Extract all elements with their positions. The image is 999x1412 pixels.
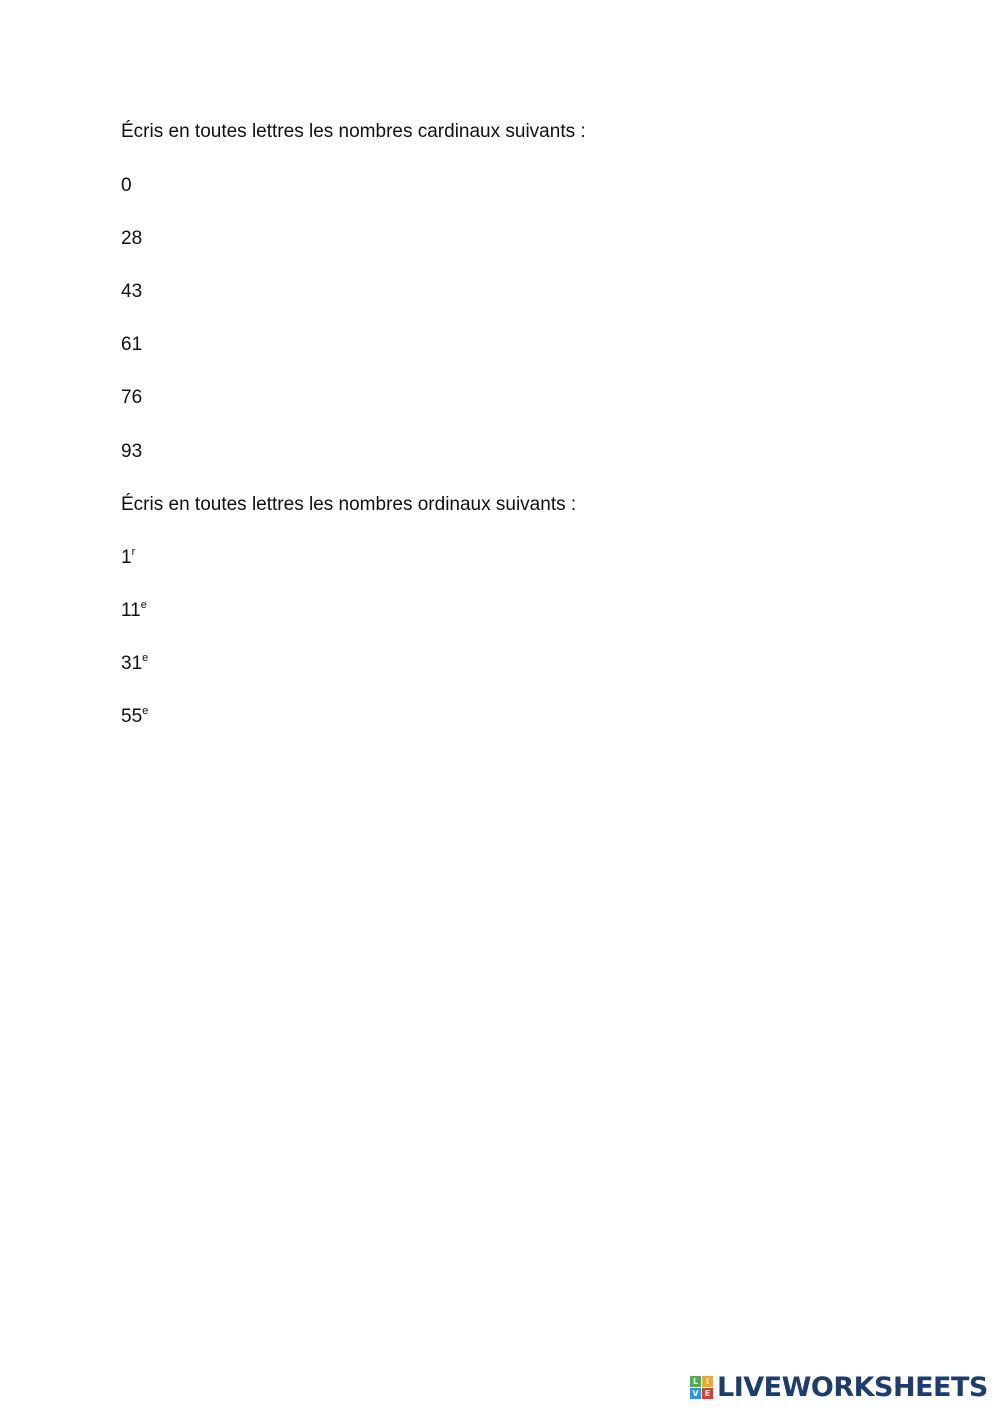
- item-suffix: e: [142, 705, 149, 717]
- item-number: 11: [121, 600, 141, 621]
- cardinal-item: [121, 440, 142, 464]
- item-number: 0: [121, 175, 132, 196]
- cardinal-item: [121, 386, 142, 410]
- logo-mark-cell: I: [702, 1376, 713, 1387]
- item-number: 28: [121, 228, 143, 249]
- ordinal-item: [121, 599, 147, 623]
- item-number: 55: [121, 706, 143, 727]
- logo-mark-cell: L: [690, 1376, 701, 1387]
- cardinal-item: [121, 227, 142, 251]
- item-number: 61: [121, 334, 143, 355]
- item-suffix: e: [140, 599, 147, 611]
- item-number: 31: [121, 653, 143, 674]
- cardinal-heading: Écris en toutes lettres les nombres cardinaux suivants :: [121, 121, 586, 142]
- ordinal-heading: Écris en toutes lettres les nombres ordinaux suivants :: [121, 494, 577, 515]
- cardinal-item: [121, 280, 142, 304]
- ordinal-item: [121, 652, 148, 676]
- logo-mark-cell: E: [702, 1388, 713, 1399]
- item-suffix: e: [142, 652, 149, 664]
- ordinal-item: [121, 546, 135, 570]
- item-number: 1: [121, 547, 132, 568]
- item-number: 93: [121, 441, 143, 462]
- cardinal-item: [121, 174, 132, 198]
- logo-mark-icon: [690, 1376, 714, 1400]
- item-suffix: r: [131, 546, 136, 558]
- liveworksheets-logo: [690, 1373, 988, 1403]
- item-number: 43: [121, 281, 143, 302]
- item-number: 76: [121, 387, 143, 408]
- ordinal-item: [121, 705, 148, 729]
- cardinal-item: [121, 333, 142, 357]
- logo-mark-cell: V: [690, 1388, 701, 1399]
- logo-text: LIVEWORKSHEETS: [717, 1372, 988, 1403]
